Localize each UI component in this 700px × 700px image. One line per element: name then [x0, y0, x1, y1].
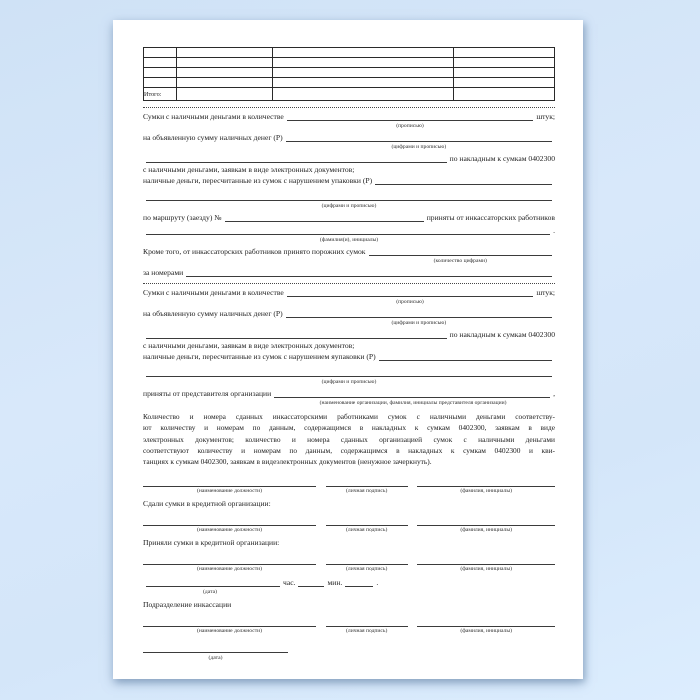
representative-label: приняты от представителя организации [143, 389, 272, 398]
declared-sum-label: на объявленную сумму наличных денег (Р) [143, 133, 283, 142]
table-cell [144, 48, 177, 58]
table-cell [144, 78, 177, 88]
table-cell [454, 48, 555, 58]
caption-name: (фамилия, инициалы) [460, 566, 512, 573]
recount-line [143, 175, 555, 186]
hours-label: час. [283, 578, 296, 588]
invoice-line [143, 153, 555, 164]
bags-count-suffix: штук; [536, 112, 555, 121]
handed-bags-heading [143, 498, 555, 509]
table-cell [176, 58, 273, 68]
caption-date: (дата) [208, 655, 223, 662]
table-cell [273, 78, 454, 88]
total-label: Итого: [144, 88, 177, 101]
received-bags-label: Приняли сумки в кредитной организации: [143, 538, 280, 548]
route-suffix: приняты от инкассаторских работников [426, 213, 555, 222]
bags-count-blank [287, 120, 534, 121]
recount-label: наличные деньги, пересчитанные из сумок с нарушением упаковки (Р) [143, 176, 373, 185]
declared-sum-line [143, 132, 555, 143]
invoice-suffix: по накладным к сумкам 0402300 [449, 330, 555, 339]
date-blank [146, 586, 280, 587]
caption-position: (наименование должности) [197, 527, 263, 534]
signature-captions-row [143, 627, 555, 637]
collectors-names-line [143, 225, 555, 236]
caption-signature: (личная подпись) [346, 488, 388, 495]
table-cell [273, 48, 454, 58]
minutes-label: мин. [327, 578, 343, 588]
table-cell [273, 88, 454, 101]
edocs-text: с наличными деньгами, заявкам в виде электронных документов; [143, 341, 355, 350]
caption-row [143, 654, 555, 664]
amount-continuation-blank [146, 376, 552, 377]
caption-in-words: (прописью) [396, 299, 424, 305]
caption-row [143, 257, 555, 267]
caption-row [143, 202, 555, 212]
caption-row [143, 588, 555, 598]
caption-row [143, 378, 555, 388]
full-blank-line [143, 191, 555, 202]
empty-bags-label: Кроме того, от инкассаторских работников принято порожних сумок [143, 247, 366, 256]
final-date-line [143, 643, 555, 654]
representative-blank [274, 397, 550, 398]
caption-signature: (личная подпись) [346, 527, 388, 534]
caption-digits-words: (цифрами и прописью) [321, 379, 377, 385]
caption-row [143, 319, 555, 329]
collection-division-label: Подразделение инкассации [143, 600, 232, 610]
recount-blank [375, 184, 552, 185]
caption-row [143, 236, 555, 246]
caption-digits-words: (цифрами и прописью) [391, 320, 447, 326]
caption-digits-words: (цифрами и прописью) [391, 144, 447, 150]
table-cell [454, 68, 555, 78]
empty-bags-blank [369, 255, 553, 256]
form-page [113, 20, 583, 679]
amount-continuation-blank [146, 200, 552, 201]
line-end-dot: . [376, 578, 379, 588]
empty-bags-line [143, 246, 555, 257]
hours-blank [298, 586, 324, 587]
signature-lines-row [143, 518, 555, 526]
bags-count-suffix: штук; [536, 288, 555, 297]
table-row [144, 58, 555, 68]
route-label: по маршруту (заезду) № [143, 213, 222, 222]
representative-line [143, 388, 555, 399]
recount-blank [379, 360, 552, 361]
caption-name: (фамилия, инициалы) [460, 488, 512, 495]
table-cell [454, 88, 555, 101]
declared-sum-line-2 [143, 308, 555, 319]
caption-surname-initials: (фамилия(и), инициалы) [319, 237, 379, 243]
route-line [143, 212, 555, 223]
line-end-comma: , [553, 389, 555, 398]
caption-name: (фамилия, инициалы) [460, 527, 512, 534]
signature-captions-row [143, 487, 555, 497]
caption-signature: (личная подпись) [346, 628, 388, 635]
edocs-text: с наличными деньгами, заявкам в виде электронных документов; [143, 165, 355, 174]
table-cell [176, 48, 273, 58]
table-row [144, 48, 555, 58]
table-cell [273, 58, 454, 68]
table-cell [176, 68, 273, 78]
bags-count-line [143, 111, 555, 122]
minutes-blank [345, 586, 373, 587]
edocs-line [143, 164, 555, 175]
bags-count-blank [287, 296, 534, 297]
line-end-dot: . [553, 226, 555, 235]
collection-division-heading [143, 599, 555, 610]
table-cell [176, 78, 273, 88]
table-cell [454, 78, 555, 88]
caption-row [143, 122, 555, 132]
collectors-names-blank [146, 234, 550, 235]
caption-row [143, 143, 555, 153]
paragraph-line: соответствуют количеству и номерам по данным, содержащимся в накладных к сумкам 0402300 и кви- [143, 445, 555, 455]
table-row [144, 78, 555, 88]
table-cell [454, 58, 555, 68]
bags-count-label: Сумки с наличными деньгами в количестве [143, 112, 284, 121]
caption-row [143, 399, 555, 409]
section-separator [143, 107, 555, 108]
recount-label: наличные деньги, пересчитанные из сумок с нарушением яупаковки (Р) [143, 352, 376, 361]
signature-lines-row [143, 619, 555, 627]
invoice-blank [146, 338, 447, 339]
table-cell [144, 58, 177, 68]
section-separator [143, 283, 555, 284]
caption-position: (наименование должности) [197, 488, 263, 495]
totals-table [143, 47, 555, 101]
signature-captions-row [143, 526, 555, 536]
edocs-line-2 [143, 340, 555, 351]
table-cell [176, 88, 273, 101]
caption-name: (фамилия, инициалы) [460, 628, 512, 635]
table-row [144, 68, 555, 78]
bag-numbers-blank [186, 276, 552, 277]
legal-paragraph [143, 411, 555, 467]
caption-date: (дата) [203, 589, 217, 596]
declared-sum-blank [286, 317, 552, 318]
received-bags-heading [143, 537, 555, 548]
table-cell [144, 68, 177, 78]
bag-numbers-line [143, 267, 555, 278]
caption-digits-words: (цифрами и прописью) [321, 203, 377, 209]
invoice-blank [146, 162, 447, 163]
handed-bags-label: Сдали сумки в кредитной организации: [143, 499, 271, 509]
caption-qty-digits: (количество цифрами) [433, 258, 487, 264]
bags-count-label: Сумки с наличными деньгами в количестве [143, 288, 284, 297]
bag-numbers-label: за номерами [143, 268, 184, 277]
paragraph-line: танциях к сумкам 0402300, заявкам в видеэлектронных документов (ненужное зачеркнуть). [143, 457, 432, 467]
signature-lines-row [143, 479, 555, 487]
caption-row [143, 298, 555, 308]
invoice-line-2 [143, 329, 555, 340]
paragraph-line: ют количеству и номерам по данным, содержащимся в накладных к сумкам 0402300, заявкам в виде [143, 423, 555, 433]
recount-line-2 [143, 351, 555, 362]
route-number-blank [225, 221, 424, 222]
signature-lines-row [143, 557, 555, 565]
datetime-line [143, 577, 555, 588]
signature-captions-row [143, 565, 555, 575]
paragraph-line: Количество и номера сданных инкассаторскими работниками сумок с наличными деньгами соответству- [143, 412, 555, 421]
caption-position: (наименование должности) [197, 566, 263, 573]
invoice-suffix: по накладным к сумкам 0402300 [449, 154, 555, 163]
declared-sum-blank [286, 141, 552, 142]
bags-count-line-2 [143, 287, 555, 298]
caption-organization: (наименование организации, фамилия, инициалы представителя организации) [319, 400, 507, 406]
date-blank [143, 652, 288, 653]
caption-signature: (личная подпись) [346, 566, 388, 573]
table-cell [273, 68, 454, 78]
caption-position: (наименование должности) [197, 628, 263, 635]
declared-sum-label: на объявленную сумму наличных денег (Р) [143, 309, 283, 318]
full-blank-line-2 [143, 367, 555, 378]
table-total-row [144, 88, 555, 101]
paragraph-line: электронных документов; количество и номера сданных организацией сумок с наличными деньгами [143, 434, 555, 444]
caption-in-words: (прописью) [396, 123, 424, 129]
